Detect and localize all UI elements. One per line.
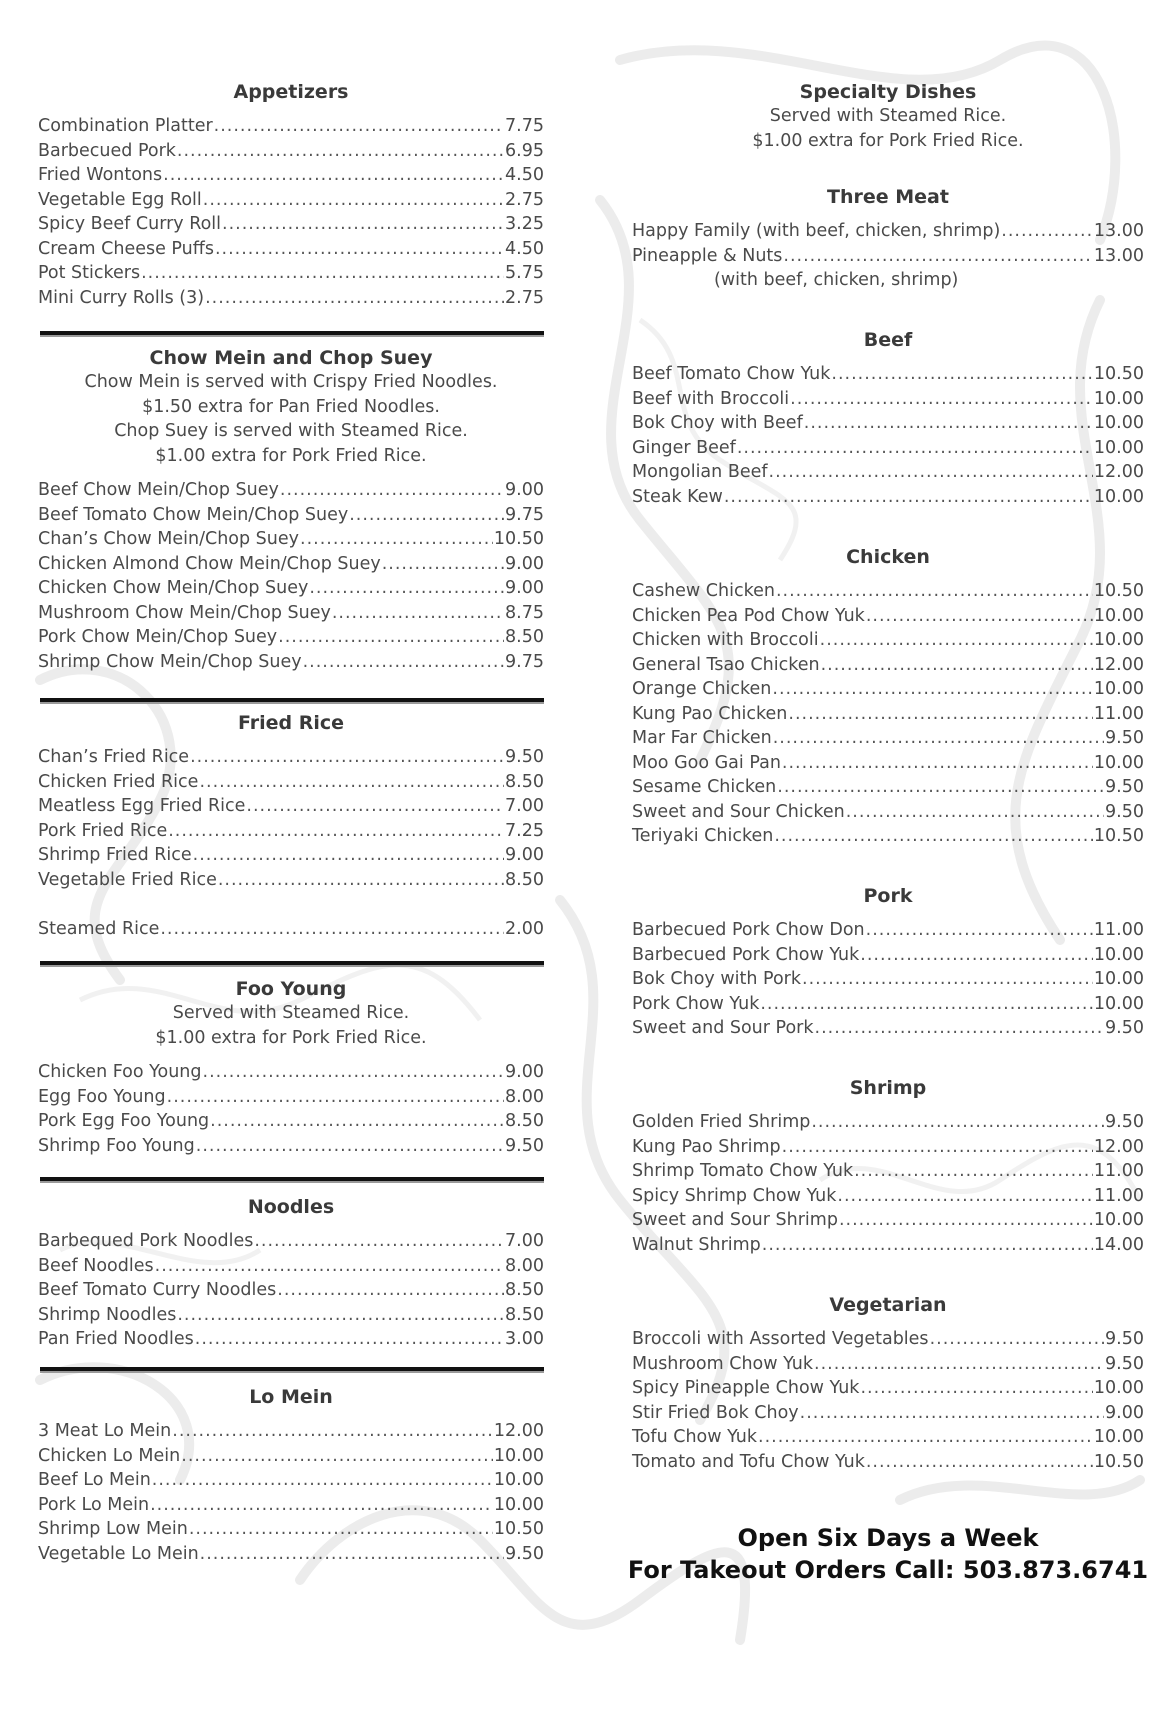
menu-item: Barbecued Pork Chow Don ..... 11.00 (632, 918, 1144, 943)
menu-item: Steak Kew ..... 10.00 (632, 485, 1144, 510)
section-note: Served with Steamed Rice. (769, 106, 1007, 126)
menu-item: Egg Foo Young ..... 8.00 (38, 1085, 544, 1110)
section-note: $1.00 extra for Pork Fried Rice. (155, 1027, 427, 1048)
menu-item: Golden Fried Shrimp ..... 9.50 (632, 1110, 1144, 1135)
menu-item: Walnut Shrimp ..... 14.00 (632, 1233, 1144, 1258)
section-lo-mein (38, 1385, 544, 1566)
section-fried-rice (38, 711, 544, 941)
section-title: Chow Mein and Chop Suey (149, 347, 433, 369)
menu-item: Beef with Broccoli ..... 10.00 (632, 387, 1144, 412)
menu-item: Sweet and Sour Chicken ..... 9.50 (632, 800, 1144, 825)
menu-item: Shrimp Foo Young ..... 9.50 (38, 1134, 544, 1159)
menu-item: Spicy Beef Curry Roll ..... 3.25 (38, 212, 544, 237)
section-note: Chop Suey is served with Steamed Rice. (114, 421, 468, 441)
menu-item: Chicken with Broccoli ..... 10.00 (632, 628, 1144, 653)
section-divider (40, 698, 544, 702)
item-list (38, 114, 544, 310)
section-title: Pork (863, 885, 913, 907)
menu-item: Combination Platter ..... 7.75 (38, 114, 544, 139)
menu-item: Broccoli with Assorted Vegetables ..... 9.50 (632, 1327, 1144, 1352)
section-title: Vegetarian (829, 1294, 947, 1316)
menu-item: Chicken Pea Pod Chow Yuk ..... 10.00 (632, 604, 1144, 629)
menu-item: Barbecued Pork ..... 6.95 (38, 139, 544, 164)
section-divider (40, 1367, 544, 1371)
menu-item: Vegetable Lo Mein ..... 9.50 (38, 1542, 544, 1567)
footer-info (620, 1522, 1156, 1586)
menu-item: Stir Fried Bok Choy ..... 9.00 (632, 1401, 1144, 1426)
menu-item: Sesame Chicken ..... 9.50 (632, 775, 1144, 800)
menu-item: Spicy Shrimp Chow Yuk ..... 11.00 (632, 1184, 1144, 1209)
menu-item: Teriyaki Chicken ..... 10.50 (632, 824, 1144, 849)
menu-item: Mongolian Beef ..... 12.00 (632, 460, 1144, 485)
section-title: Appetizers (233, 81, 349, 103)
section-divider (40, 961, 544, 965)
menu-item: Pan Fried Noodles ..... 3.00 (38, 1327, 544, 1352)
section-three-meat (632, 185, 1144, 293)
menu-item: Moo Goo Gai Pan ..... 10.00 (632, 751, 1144, 776)
menu-item: Pork Lo Mein ..... 10.00 (38, 1493, 544, 1518)
menu-item: Cashew Chicken ..... 10.50 (632, 579, 1144, 604)
section-specialty-dishes (632, 80, 1144, 153)
section-shrimp (632, 1076, 1144, 1257)
section-title: Foo Young (235, 978, 347, 1000)
section-title: Fried Rice (237, 712, 345, 734)
menu-item: Chicken Foo Young ..... 9.00 (38, 1060, 544, 1085)
menu-item: Sweet and Sour Shrimp ..... 10.00 (632, 1208, 1144, 1233)
menu-item: Mushroom Chow Mein/Chop Suey ..... 8.75 (38, 601, 544, 626)
section-foo-young (38, 977, 544, 1158)
section-title: Chicken (846, 546, 930, 568)
menu-item: Beef Noodles ..... 8.00 (38, 1254, 544, 1279)
section-divider (40, 331, 544, 335)
menu-item: Tomato and Tofu Chow Yuk ..... 10.50 (632, 1450, 1144, 1475)
menu-item: Bok Choy with Pork ..... 10.00 (632, 967, 1144, 992)
section-note: Served with Steamed Rice. (172, 1003, 410, 1023)
menu-item: Tofu Chow Yuk ..... 10.00 (632, 1425, 1144, 1450)
menu-item: Barbecued Pork Chow Yuk ..... 10.00 (632, 943, 1144, 968)
menu-item: Kung Pao Chicken ..... 11.00 (632, 702, 1144, 727)
menu-item: Meatless Egg Fried Rice ..... 7.00 (38, 794, 544, 819)
menu-item: Pork Fried Rice ..... 7.25 (38, 819, 544, 844)
menu-item: Chicken Chow Mein/Chop Suey ..... 9.00 (38, 576, 544, 601)
item-list (632, 918, 1144, 1041)
item-list (632, 579, 1144, 849)
section-note: $1.50 extra for Pan Fried Noodles. (142, 396, 440, 417)
menu-item: Mushroom Chow Yuk ..... 9.50 (632, 1352, 1144, 1377)
menu-item: Shrimp Chow Mein/Chop Suey ..... 9.75 (38, 650, 544, 675)
section-title: Specialty Dishes (799, 81, 977, 103)
item-list (632, 362, 1144, 509)
menu-item: Barbequed Pork Noodles ..... 7.00 (38, 1229, 544, 1254)
section-note: $1.00 extra for Pork Fried Rice. (155, 445, 427, 466)
section-title: Three Meat (827, 186, 949, 208)
item-list (38, 1060, 544, 1158)
menu-item: Happy Family (with beef, chicken, shrimp) ..... 13.00 (632, 219, 1144, 244)
section-appetizers (38, 80, 544, 310)
hours-text: Open Six Days a Week (737, 1524, 1039, 1552)
menu-item-steamed-rice: Steamed Rice ..... 2.00 (38, 917, 544, 942)
menu-item: Cream Cheese Puffs ..... 4.50 (38, 237, 544, 262)
takeout-phone-text: For Takeout Orders Call: 503.873.6741 (627, 1556, 1149, 1584)
menu-item: Vegetable Egg Roll ..... 2.75 (38, 188, 544, 213)
menu-item: Vegetable Fried Rice ..... 8.50 (38, 868, 544, 893)
menu-item: Kung Pao Shrimp ..... 12.00 (632, 1135, 1144, 1160)
section-title: Beef (863, 329, 913, 351)
menu-item: Beef Lo Mein ..... 10.00 (38, 1468, 544, 1493)
menu-item: Ginger Beef ..... 10.00 (632, 436, 1144, 461)
item-list (38, 745, 544, 941)
menu-item: Shrimp Low Mein ..... 10.50 (38, 1517, 544, 1542)
menu-item: Mini Curry Rolls (3) ..... 2.75 (38, 286, 544, 311)
menu-item: Pork Chow Yuk ..... 10.00 (632, 992, 1144, 1017)
menu-item: Beef Tomato Chow Mein/Chop Suey ..... 9.75 (38, 503, 544, 528)
section-note: Chow Mein is served with Crispy Fried Noodles. (84, 372, 498, 392)
menu-item: Pot Stickers ..... 5.75 (38, 261, 544, 286)
menu-item: Pork Chow Mein/Chop Suey ..... 8.50 (38, 625, 544, 650)
section-pork (632, 884, 1144, 1041)
menu-item: Beef Chow Mein/Chop Suey ..... 9.00 (38, 478, 544, 503)
item-subline: (with beef, chicken, shrimp) (714, 270, 959, 290)
menu-item: 3 Meat Lo Mein ..... 12.00 (38, 1419, 544, 1444)
section-title: Noodles (247, 1196, 335, 1218)
menu-item: Spicy Pineapple Chow Yuk ..... 10.00 (632, 1376, 1144, 1401)
item-list (632, 219, 1144, 293)
menu-item: Sweet and Sour Pork ..... 9.50 (632, 1016, 1144, 1041)
menu-item: Pineapple & Nuts ..... 13.00 (632, 244, 1144, 269)
section-title: Shrimp (849, 1077, 927, 1099)
menu-item: Shrimp Fried Rice ..... 9.00 (38, 843, 544, 868)
menu-item: Beef Tomato Curry Noodles ..... 8.50 (38, 1278, 544, 1303)
section-noodles (38, 1195, 544, 1352)
menu-item: Fried Wontons ..... 4.50 (38, 163, 544, 188)
menu-item: Orange Chicken ..... 10.00 (632, 677, 1144, 702)
item-list (632, 1327, 1144, 1474)
menu-item: Mar Far Chicken ..... 9.50 (632, 726, 1144, 751)
menu-item: General Tsao Chicken ..... 12.00 (632, 653, 1144, 678)
section-chow-mein-chop-suey (38, 346, 544, 674)
item-list (38, 478, 544, 674)
menu-item: Chan’s Chow Mein/Chop Suey ..... 10.50 (38, 527, 544, 552)
menu-item: Pork Egg Foo Young ..... 8.50 (38, 1109, 544, 1134)
menu-item: Chicken Lo Mein ..... 10.00 (38, 1444, 544, 1469)
menu-item: Bok Choy with Beef ..... 10.00 (632, 411, 1144, 436)
menu-item: Chan’s Fried Rice ..... 9.50 (38, 745, 544, 770)
menu-item: Beef Tomato Chow Yuk ..... 10.50 (632, 362, 1144, 387)
menu-item: Chicken Fried Rice ..... 8.50 (38, 770, 544, 795)
section-beef (632, 328, 1144, 509)
section-divider (40, 1177, 544, 1181)
section-chicken (632, 545, 1144, 849)
menu-item: Shrimp Noodles ..... 8.50 (38, 1303, 544, 1328)
section-note: $1.00 extra for Pork Fried Rice. (752, 130, 1024, 151)
item-list (38, 1419, 544, 1566)
section-vegetarian (632, 1293, 1144, 1474)
menu-item: Chicken Almond Chow Mein/Chop Suey ..... 9.00 (38, 552, 544, 577)
menu-item: Shrimp Tomato Chow Yuk ..... 11.00 (632, 1159, 1144, 1184)
section-title: Lo Mein (249, 1386, 333, 1408)
item-list (38, 1229, 544, 1352)
item-list (632, 1110, 1144, 1257)
